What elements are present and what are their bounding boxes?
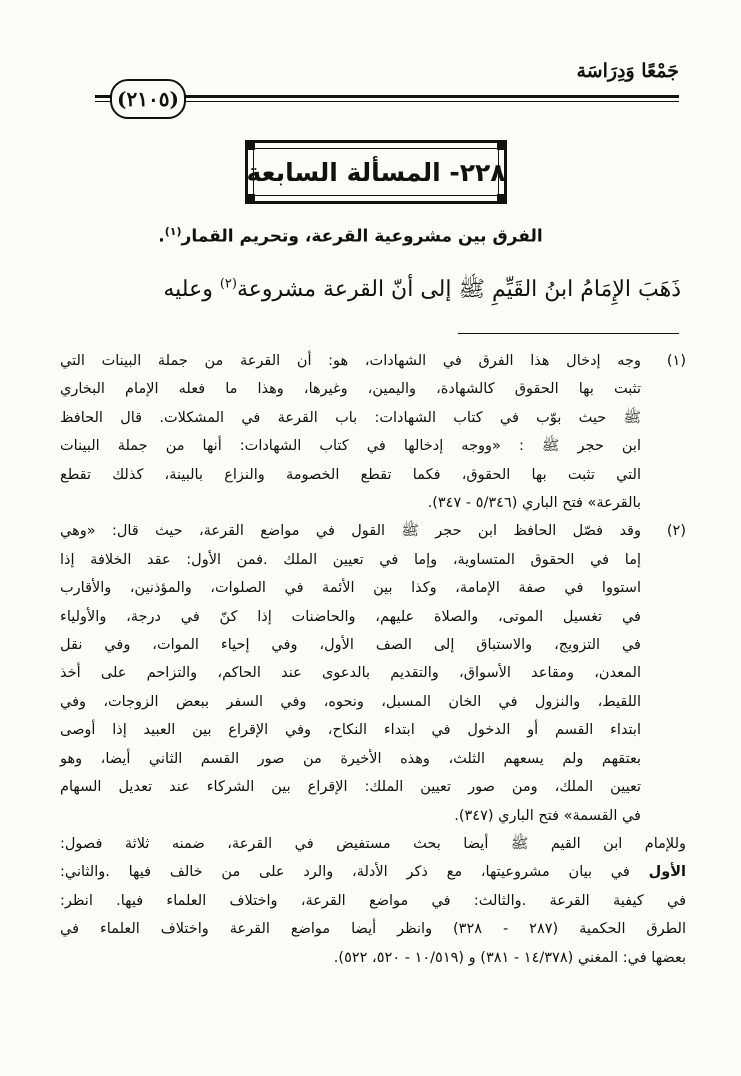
footnote-ref-2: (٢) [219,276,237,292]
footnote-marker: (١) [666,353,686,369]
footnote-line: تثبت بها الحقوق كالشهادة، واليمين، وغيرها، وهذا ما فعله الإمام البخاري [60,381,641,398]
footnote-line: إما في الحقوق المتساوية، وإما في تعيين الملك .فمن الأول: عقد الخلافة إذا [60,551,641,568]
footnote-line: في القسمة» فتح الباري (٣٤٧). [454,807,641,824]
continuation-line: في كيفية القرعة .والثالث: في مواضع القرعة، واختلاف العلماء فيها. انظر: [60,892,686,909]
continuation-line: وللإمام ابن القيم ﷺ أيضا بحث مستفيض في القرعة، ضمنه ثلاثة فصول: [60,835,686,852]
section-title-box [245,140,507,204]
footnote-line: بعتقهم ولم يسعهم الثلث، وهذه الأخيرة من صور القسم الثاني أيضا، وهو [60,750,641,767]
footnote-line: بالقرعة» فتح الباري (٥/٣٤٦ - ٣٤٧). [427,495,641,512]
footnote-marker: (٢) [666,523,686,540]
footnote-ref-1: (١) [164,225,182,238]
subtitle-text: الفرق بين مشروعية القرعة، وتحريم القمار [181,226,543,247]
footnote-1 [60,347,686,517]
footnote-line: في التزويج، والاستباق إلى الصف الأول، وفي إحياء الموات، وفي نقل [60,637,641,654]
section-title: ٢٢٨- المسألة السابعة [246,157,506,187]
footnote-line: ابن حجر ﷺ : «ووجه إدخالها في كتاب الشهادات: أنها من جملة البينات [60,438,641,455]
continuation-line: بعضها في: المغني (١٤/٣٧٨ - ٣٨١) و (١٠/٥١٩ - ٥٢٠، ٥٢٢). [333,949,686,966]
lead-text: ذَهَبَ الإِمَامُ ابنُ القَيِّمِ ﷺ إلى أنّ القرعة مشروعة [236,277,681,302]
section-title-frame [246,148,506,196]
lead-tail: وعليه [163,277,220,302]
footnote-line: اللقيط، والنزول في الخان المسبل، ونحوه، وفي السفر ببعض الزوجات، وفي [60,693,641,710]
footnote-line: المعدن، ومقاعد الأسواق، والتقديم بالدعوى عند الحاكم، والتزاحم على أخذ [60,665,641,682]
continuation-text: في بيان مشروعيتها، مع ذكر الأدلة، والرد على من خالف فيها .والثاني: [60,864,649,881]
continuation-line [60,858,686,886]
section-subtitle [0,225,741,247]
page-number: (٢١٠٥) [110,79,186,119]
continuation-line: الطرق الحكمية (٢٨٧ - ٣٢٨) وانظر أيضا مواضع القرعة واختلاف العلماء في [60,921,686,938]
footnote-line: في تغسيل الموتى، والصلاة عليهم، والحاضنات إذا كنّ في درجة، والأولياء [60,608,641,625]
footnote-line: ابتداء القسم أو الدخول في ابتداء النكاح، وفي الإقراع بين العبيد إذا أوصى [60,722,641,739]
footnotes [60,347,686,972]
footnote-line: التي تثبت بها الحقوق، فكما تقطع الخصومة والنزاع بالبينة، كذلك تقطع [60,466,641,483]
footnote-line: وجه إدخال هذا الفرق في الشهادات، هو: أن القرعة من جملة البينات التي [60,353,641,369]
footnote-continuation [60,830,686,972]
subtitle-period: . [158,226,165,247]
footnote-line: تعيين الملك، ومن صور تعيين الملك: الإقراع بين الشركاء عند تعديل السهام [60,779,641,796]
footnote-line: وقد فصّل الحافظ ابن حجر ﷺ القول في مواضع القرعة، حيث قال: «وهي [60,523,641,540]
footnote-separator [458,333,679,334]
lead-paragraph [60,275,681,307]
footnote-line: استووا في صفة الإمامة، وكذا بين الأئمة في الصلوات، والمؤذنين، والأقارب [60,580,641,597]
footnote-line: ﷺ حيث بوّب في كتاب الشهادات: باب القرعة في المشكلات. قال الحافظ [60,409,641,426]
running-header: جَمْعًا وَدِرَاسَة [576,60,679,82]
continuation-bold: الأول [648,864,686,881]
footnote-2 [60,517,686,829]
